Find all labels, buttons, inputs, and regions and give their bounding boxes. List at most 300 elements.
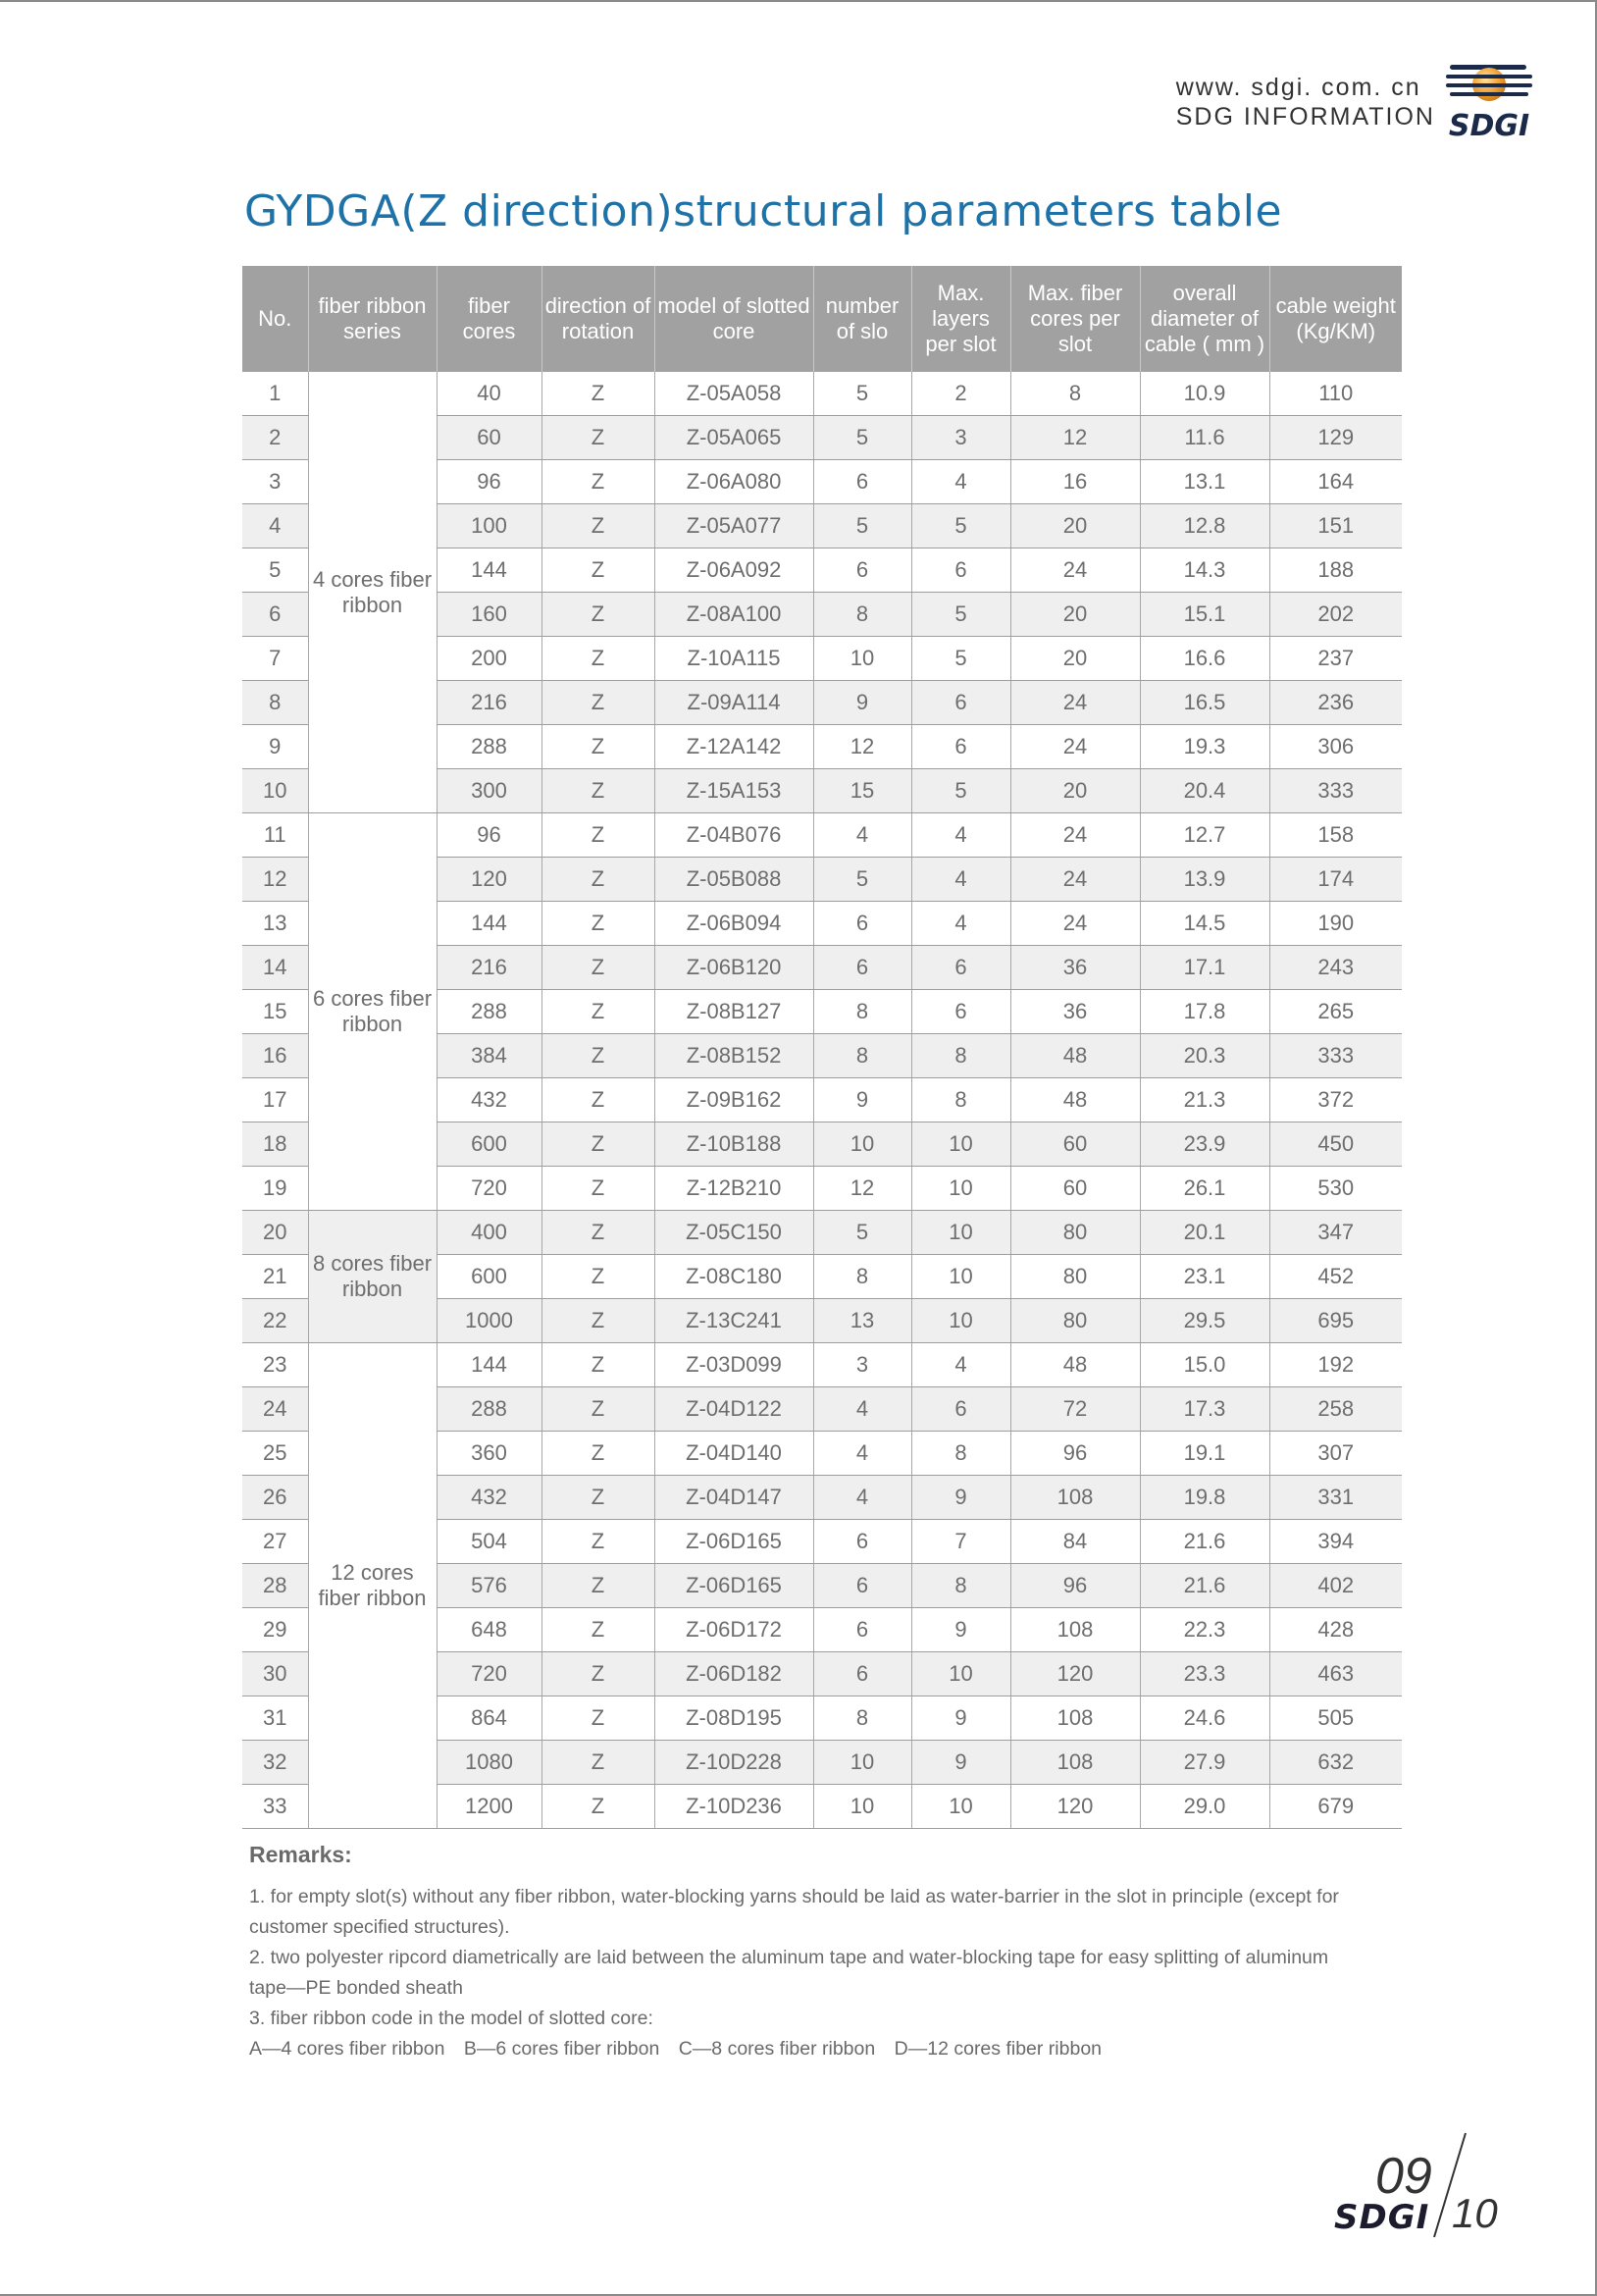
cell-cores-per-slot: 120 bbox=[1010, 1785, 1140, 1829]
cell-cores-per-slot: 20 bbox=[1010, 769, 1140, 813]
cell-fiber-cores: 40 bbox=[437, 372, 541, 416]
cell-fiber-cores: 216 bbox=[437, 681, 541, 725]
cell-max-layers: 4 bbox=[911, 1343, 1010, 1387]
cell-weight: 679 bbox=[1269, 1785, 1402, 1829]
cell-diameter: 19.3 bbox=[1140, 725, 1269, 769]
cell-model: Z-06D165 bbox=[654, 1520, 813, 1564]
cell-weight: 237 bbox=[1269, 637, 1402, 681]
cell-weight: 158 bbox=[1269, 813, 1402, 858]
cell-no: 24 bbox=[242, 1387, 308, 1432]
cell-slot-count: 4 bbox=[813, 813, 911, 858]
cell-cores-per-slot: 8 bbox=[1010, 372, 1140, 416]
cell-weight: 530 bbox=[1269, 1167, 1402, 1211]
cell-max-layers: 6 bbox=[911, 946, 1010, 990]
cell-direction: Z bbox=[541, 946, 654, 990]
total-pages: 10 bbox=[1452, 2190, 1498, 2236]
cell-diameter: 15.0 bbox=[1140, 1343, 1269, 1387]
cell-diameter: 13.9 bbox=[1140, 858, 1269, 902]
cell-no: 1 bbox=[242, 372, 308, 416]
cell-diameter: 29.5 bbox=[1140, 1299, 1269, 1343]
cell-diameter: 23.9 bbox=[1140, 1122, 1269, 1167]
cell-diameter: 15.1 bbox=[1140, 593, 1269, 637]
remark-line: 1. for empty slot(s) without any fiber ribbon, water-blocking yarns should be laid as water-barrier in the slot in principle (except for bbox=[249, 1886, 1339, 1907]
cell-cores-per-slot: 48 bbox=[1010, 1078, 1140, 1122]
cell-direction: Z bbox=[541, 1343, 654, 1387]
cell-weight: 333 bbox=[1269, 769, 1402, 813]
cell-weight: 394 bbox=[1269, 1520, 1402, 1564]
cell-fiber-cores: 1200 bbox=[437, 1785, 541, 1829]
cell-diameter: 12.7 bbox=[1140, 813, 1269, 858]
cell-model: Z-15A153 bbox=[654, 769, 813, 813]
cell-no: 12 bbox=[242, 858, 308, 902]
cell-slot-count: 8 bbox=[813, 990, 911, 1034]
cell-diameter: 27.9 bbox=[1140, 1741, 1269, 1785]
header-number-of-slot: number of slo bbox=[813, 266, 911, 372]
cell-slot-count: 4 bbox=[813, 1387, 911, 1432]
cell-model: Z-10D236 bbox=[654, 1785, 813, 1829]
cell-max-layers: 4 bbox=[911, 460, 1010, 504]
cell-no: 15 bbox=[242, 990, 308, 1034]
cell-direction: Z bbox=[541, 1741, 654, 1785]
cell-diameter: 20.3 bbox=[1140, 1034, 1269, 1078]
logo-text: SDGI bbox=[1448, 109, 1530, 143]
page-title: GYDGA(Z direction)structural parameters table bbox=[244, 186, 1283, 236]
cell-no: 11 bbox=[242, 813, 308, 858]
cell-max-layers: 8 bbox=[911, 1432, 1010, 1476]
cell-slot-count: 10 bbox=[813, 1785, 911, 1829]
cell-weight: 164 bbox=[1269, 460, 1402, 504]
cell-cores-per-slot: 96 bbox=[1010, 1432, 1140, 1476]
cell-slot-count: 6 bbox=[813, 460, 911, 504]
tagline-text: SDG INFORMATION bbox=[1175, 103, 1435, 130]
cell-max-layers: 5 bbox=[911, 769, 1010, 813]
cell-weight: 428 bbox=[1269, 1608, 1402, 1652]
cell-cores-per-slot: 60 bbox=[1010, 1122, 1140, 1167]
cell-direction: Z bbox=[541, 1211, 654, 1255]
remark-line: customer specified structures). bbox=[249, 1916, 510, 1938]
cell-direction: Z bbox=[541, 637, 654, 681]
cell-weight: 174 bbox=[1269, 858, 1402, 902]
cell-fiber-cores: 600 bbox=[437, 1255, 541, 1299]
cell-cores-per-slot: 24 bbox=[1010, 681, 1140, 725]
cell-cores-per-slot: 24 bbox=[1010, 902, 1140, 946]
code-b: B—6 cores fiber ribbon bbox=[463, 2038, 660, 2060]
cell-slot-count: 15 bbox=[813, 769, 911, 813]
cell-diameter: 20.1 bbox=[1140, 1211, 1269, 1255]
cell-max-layers: 10 bbox=[911, 1211, 1010, 1255]
remark-line: tape—PE bonded sheath bbox=[249, 1977, 463, 1999]
sdgi-logo-icon bbox=[1444, 59, 1534, 143]
cell-cores-per-slot: 108 bbox=[1010, 1696, 1140, 1741]
ribbon-code-legend bbox=[249, 2034, 1426, 2064]
cell-cores-per-slot: 80 bbox=[1010, 1299, 1140, 1343]
header-fiber-cores: fiber cores bbox=[437, 266, 541, 372]
cell-weight: 333 bbox=[1269, 1034, 1402, 1078]
cell-slot-count: 5 bbox=[813, 416, 911, 460]
cell-direction: Z bbox=[541, 1078, 654, 1122]
header-model: model of slotted core bbox=[654, 266, 813, 372]
cell-diameter: 10.9 bbox=[1140, 372, 1269, 416]
header-weight: cable weight (Kg/KM) bbox=[1269, 266, 1402, 372]
cell-cores-per-slot: 108 bbox=[1010, 1741, 1140, 1785]
cell-max-layers: 9 bbox=[911, 1608, 1010, 1652]
cell-no: 23 bbox=[242, 1343, 308, 1387]
cell-fiber-cores: 144 bbox=[437, 902, 541, 946]
cell-diameter: 11.6 bbox=[1140, 416, 1269, 460]
cell-max-layers: 10 bbox=[911, 1652, 1010, 1696]
page-header bbox=[1176, 73, 1435, 131]
cell-weight: 192 bbox=[1269, 1343, 1402, 1387]
cell-max-layers: 8 bbox=[911, 1564, 1010, 1608]
cell-diameter: 21.6 bbox=[1140, 1520, 1269, 1564]
cell-model: Z-10B188 bbox=[654, 1122, 813, 1167]
cell-diameter: 12.8 bbox=[1140, 504, 1269, 548]
cell-weight: 151 bbox=[1269, 504, 1402, 548]
cell-model: Z-08D195 bbox=[654, 1696, 813, 1741]
cell-slot-count: 9 bbox=[813, 681, 911, 725]
cell-fiber-cores: 864 bbox=[437, 1696, 541, 1741]
cell-weight: 450 bbox=[1269, 1122, 1402, 1167]
cell-no: 17 bbox=[242, 1078, 308, 1122]
cell-model: Z-05A058 bbox=[654, 372, 813, 416]
cell-no: 8 bbox=[242, 681, 308, 725]
cell-fiber-cores: 600 bbox=[437, 1122, 541, 1167]
code-d: D—12 cores fiber ribbon bbox=[894, 2038, 1103, 2060]
page-border-top bbox=[0, 0, 1597, 2]
cell-no: 13 bbox=[242, 902, 308, 946]
cell-cores-per-slot: 80 bbox=[1010, 1255, 1140, 1299]
cell-model: Z-09B162 bbox=[654, 1078, 813, 1122]
cell-cores-per-slot: 80 bbox=[1010, 1211, 1140, 1255]
cell-diameter: 24.6 bbox=[1140, 1696, 1269, 1741]
cell-no: 16 bbox=[242, 1034, 308, 1078]
cell-weight: 632 bbox=[1269, 1741, 1402, 1785]
table-row bbox=[242, 813, 1402, 858]
cell-weight: 202 bbox=[1269, 593, 1402, 637]
cell-max-layers: 4 bbox=[911, 902, 1010, 946]
cell-model: Z-04B076 bbox=[654, 813, 813, 858]
cell-direction: Z bbox=[541, 902, 654, 946]
cell-max-layers: 9 bbox=[911, 1696, 1010, 1741]
cell-slot-count: 4 bbox=[813, 1476, 911, 1520]
cell-no: 33 bbox=[242, 1785, 308, 1829]
cell-direction: Z bbox=[541, 1696, 654, 1741]
cell-model: Z-05C150 bbox=[654, 1211, 813, 1255]
cell-model: Z-04D140 bbox=[654, 1432, 813, 1476]
cell-model: Z-06A092 bbox=[654, 548, 813, 593]
cell-max-layers: 5 bbox=[911, 637, 1010, 681]
cell-diameter: 16.6 bbox=[1140, 637, 1269, 681]
cell-weight: 452 bbox=[1269, 1255, 1402, 1299]
cell-cores-per-slot: 108 bbox=[1010, 1476, 1140, 1520]
cell-max-layers: 8 bbox=[911, 1034, 1010, 1078]
cell-fiber-cores: 100 bbox=[437, 504, 541, 548]
cell-fiber-cores: 200 bbox=[437, 637, 541, 681]
cell-cores-per-slot: 84 bbox=[1010, 1520, 1140, 1564]
cell-cores-per-slot: 36 bbox=[1010, 990, 1140, 1034]
cell-fiber-cores: 432 bbox=[437, 1476, 541, 1520]
cell-max-layers: 3 bbox=[911, 416, 1010, 460]
cell-direction: Z bbox=[541, 990, 654, 1034]
cell-slot-count: 8 bbox=[813, 1255, 911, 1299]
cell-diameter: 14.3 bbox=[1140, 548, 1269, 593]
cell-direction: Z bbox=[541, 1255, 654, 1299]
cell-max-layers: 7 bbox=[911, 1520, 1010, 1564]
cell-max-layers: 10 bbox=[911, 1785, 1010, 1829]
cell-diameter: 23.1 bbox=[1140, 1255, 1269, 1299]
cell-cores-per-slot: 20 bbox=[1010, 504, 1140, 548]
cell-weight: 347 bbox=[1269, 1211, 1402, 1255]
cell-max-layers: 4 bbox=[911, 813, 1010, 858]
cell-model: Z-06A080 bbox=[654, 460, 813, 504]
cell-fiber-cores: 1080 bbox=[437, 1741, 541, 1785]
header-direction: direction of rotation bbox=[541, 266, 654, 372]
cell-fiber-cores: 720 bbox=[437, 1167, 541, 1211]
cell-diameter: 17.1 bbox=[1140, 946, 1269, 990]
cell-diameter: 19.1 bbox=[1140, 1432, 1269, 1476]
table-body bbox=[242, 372, 1402, 1829]
cell-model: Z-08A100 bbox=[654, 593, 813, 637]
cell-direction: Z bbox=[541, 1785, 654, 1829]
cell-diameter: 21.3 bbox=[1140, 1078, 1269, 1122]
cell-model: Z-06D182 bbox=[654, 1652, 813, 1696]
cell-no: 22 bbox=[242, 1299, 308, 1343]
cell-max-layers: 9 bbox=[911, 1741, 1010, 1785]
cell-no: 29 bbox=[242, 1608, 308, 1652]
current-page: 09 bbox=[1375, 2148, 1432, 2205]
cell-no: 27 bbox=[242, 1520, 308, 1564]
table-row bbox=[242, 1343, 1402, 1387]
cell-direction: Z bbox=[541, 504, 654, 548]
cell-diameter: 26.1 bbox=[1140, 1167, 1269, 1211]
cell-slot-count: 6 bbox=[813, 902, 911, 946]
cell-max-layers: 10 bbox=[911, 1255, 1010, 1299]
cell-slot-count: 8 bbox=[813, 593, 911, 637]
cell-slot-count: 5 bbox=[813, 372, 911, 416]
cell-fiber-cores: 160 bbox=[437, 593, 541, 637]
cell-model: Z-08B127 bbox=[654, 990, 813, 1034]
cell-no: 9 bbox=[242, 725, 308, 769]
cell-cores-per-slot: 120 bbox=[1010, 1652, 1140, 1696]
cell-cores-per-slot: 20 bbox=[1010, 637, 1140, 681]
cell-fiber-cores: 144 bbox=[437, 548, 541, 593]
cell-model: Z-05A065 bbox=[654, 416, 813, 460]
cell-direction: Z bbox=[541, 416, 654, 460]
cell-max-layers: 5 bbox=[911, 504, 1010, 548]
cell-max-layers: 9 bbox=[911, 1476, 1010, 1520]
cell-model: Z-13C241 bbox=[654, 1299, 813, 1343]
cell-model: Z-05A077 bbox=[654, 504, 813, 548]
cell-model: Z-06B094 bbox=[654, 902, 813, 946]
cell-direction: Z bbox=[541, 548, 654, 593]
cell-direction: Z bbox=[541, 372, 654, 416]
cell-slot-count: 6 bbox=[813, 1520, 911, 1564]
cell-slot-count: 8 bbox=[813, 1696, 911, 1741]
cell-slot-count: 3 bbox=[813, 1343, 911, 1387]
cell-max-layers: 6 bbox=[911, 725, 1010, 769]
cell-weight: 190 bbox=[1269, 902, 1402, 946]
cell-direction: Z bbox=[541, 725, 654, 769]
cell-model: Z-06D172 bbox=[654, 1608, 813, 1652]
cell-weight: 402 bbox=[1269, 1564, 1402, 1608]
cell-no: 19 bbox=[242, 1167, 308, 1211]
parameters-table bbox=[242, 266, 1402, 1829]
cell-no: 4 bbox=[242, 504, 308, 548]
cell-weight: 236 bbox=[1269, 681, 1402, 725]
cell-diameter: 22.3 bbox=[1140, 1608, 1269, 1652]
cell-max-layers: 10 bbox=[911, 1167, 1010, 1211]
cell-slot-count: 6 bbox=[813, 946, 911, 990]
table-row bbox=[242, 372, 1402, 416]
cell-fiber-cores: 96 bbox=[437, 813, 541, 858]
cell-fiber-cores: 1000 bbox=[437, 1299, 541, 1343]
cell-cores-per-slot: 24 bbox=[1010, 725, 1140, 769]
cell-model: Z-10A115 bbox=[654, 637, 813, 681]
cell-no: 3 bbox=[242, 460, 308, 504]
cell-no: 25 bbox=[242, 1432, 308, 1476]
series-cell: 6 cores fiber ribbon bbox=[308, 813, 437, 1211]
cell-no: 31 bbox=[242, 1696, 308, 1741]
cell-no: 20 bbox=[242, 1211, 308, 1255]
cell-cores-per-slot: 24 bbox=[1010, 813, 1140, 858]
cell-slot-count: 10 bbox=[813, 637, 911, 681]
footer-brand: SDGI bbox=[1334, 2198, 1430, 2237]
cell-model: Z-06D165 bbox=[654, 1564, 813, 1608]
cell-fiber-cores: 648 bbox=[437, 1608, 541, 1652]
cell-weight: 505 bbox=[1269, 1696, 1402, 1741]
series-cell: 8 cores fiber ribbon bbox=[308, 1211, 437, 1343]
cell-no: 5 bbox=[242, 548, 308, 593]
cell-diameter: 13.1 bbox=[1140, 460, 1269, 504]
cell-slot-count: 6 bbox=[813, 1652, 911, 1696]
cell-diameter: 20.4 bbox=[1140, 769, 1269, 813]
cell-fiber-cores: 384 bbox=[437, 1034, 541, 1078]
cell-cores-per-slot: 36 bbox=[1010, 946, 1140, 990]
cell-slot-count: 10 bbox=[813, 1122, 911, 1167]
remarks-title: Remarks: bbox=[249, 1842, 352, 1867]
cell-no: 14 bbox=[242, 946, 308, 990]
cell-slot-count: 13 bbox=[813, 1299, 911, 1343]
cell-no: 32 bbox=[242, 1741, 308, 1785]
cell-diameter: 17.3 bbox=[1140, 1387, 1269, 1432]
cell-fiber-cores: 288 bbox=[437, 990, 541, 1034]
cell-direction: Z bbox=[541, 1122, 654, 1167]
cell-weight: 265 bbox=[1269, 990, 1402, 1034]
cell-slot-count: 4 bbox=[813, 1432, 911, 1476]
cell-model: Z-08B152 bbox=[654, 1034, 813, 1078]
cell-cores-per-slot: 60 bbox=[1010, 1167, 1140, 1211]
cell-direction: Z bbox=[541, 1432, 654, 1476]
cell-max-layers: 10 bbox=[911, 1299, 1010, 1343]
cell-direction: Z bbox=[541, 1034, 654, 1078]
cell-slot-count: 5 bbox=[813, 504, 911, 548]
cell-model: Z-03D099 bbox=[654, 1343, 813, 1387]
cell-weight: 331 bbox=[1269, 1476, 1402, 1520]
cell-no: 6 bbox=[242, 593, 308, 637]
cell-slot-count: 12 bbox=[813, 725, 911, 769]
cell-direction: Z bbox=[541, 460, 654, 504]
cell-no: 26 bbox=[242, 1476, 308, 1520]
table-row bbox=[242, 1211, 1402, 1255]
cell-max-layers: 10 bbox=[911, 1122, 1010, 1167]
cell-weight: 463 bbox=[1269, 1652, 1402, 1696]
code-c: C—8 cores fiber ribbon bbox=[678, 2038, 876, 2060]
cell-fiber-cores: 288 bbox=[437, 1387, 541, 1432]
cell-weight: 695 bbox=[1269, 1299, 1402, 1343]
cell-fiber-cores: 120 bbox=[437, 858, 541, 902]
cell-weight: 372 bbox=[1269, 1078, 1402, 1122]
cell-diameter: 16.5 bbox=[1140, 681, 1269, 725]
cell-slot-count: 5 bbox=[813, 858, 911, 902]
cell-max-layers: 6 bbox=[911, 990, 1010, 1034]
cell-model: Z-06B120 bbox=[654, 946, 813, 990]
header-diameter: overall diameter of cable ( mm ) bbox=[1140, 266, 1269, 372]
cell-direction: Z bbox=[541, 1652, 654, 1696]
cell-cores-per-slot: 72 bbox=[1010, 1387, 1140, 1432]
cell-cores-per-slot: 20 bbox=[1010, 593, 1140, 637]
cell-fiber-cores: 432 bbox=[437, 1078, 541, 1122]
cell-no: 10 bbox=[242, 769, 308, 813]
cell-weight: 129 bbox=[1269, 416, 1402, 460]
remarks-section bbox=[249, 1842, 1426, 2064]
cell-cores-per-slot: 48 bbox=[1010, 1343, 1140, 1387]
cell-cores-per-slot: 24 bbox=[1010, 548, 1140, 593]
cell-fiber-cores: 576 bbox=[437, 1564, 541, 1608]
cell-no: 30 bbox=[242, 1652, 308, 1696]
cell-direction: Z bbox=[541, 858, 654, 902]
cell-cores-per-slot: 48 bbox=[1010, 1034, 1140, 1078]
cell-weight: 110 bbox=[1269, 372, 1402, 416]
cell-max-layers: 4 bbox=[911, 858, 1010, 902]
cell-cores-per-slot: 96 bbox=[1010, 1564, 1140, 1608]
cell-direction: Z bbox=[541, 1564, 654, 1608]
cell-cores-per-slot: 24 bbox=[1010, 858, 1140, 902]
cell-cores-per-slot: 108 bbox=[1010, 1608, 1140, 1652]
header-max-layers: Max. layers per slot bbox=[911, 266, 1010, 372]
header-series: fiber ribbon series bbox=[308, 266, 437, 372]
cell-direction: Z bbox=[541, 1520, 654, 1564]
cell-max-layers: 6 bbox=[911, 681, 1010, 725]
website-text: www. sdgi. com. cn bbox=[1175, 74, 1421, 101]
cell-weight: 306 bbox=[1269, 725, 1402, 769]
cell-diameter: 14.5 bbox=[1140, 902, 1269, 946]
cell-slot-count: 12 bbox=[813, 1167, 911, 1211]
cell-diameter: 19.8 bbox=[1140, 1476, 1269, 1520]
cell-direction: Z bbox=[541, 769, 654, 813]
cell-model: Z-12A142 bbox=[654, 725, 813, 769]
cell-fiber-cores: 360 bbox=[437, 1432, 541, 1476]
cell-slot-count: 5 bbox=[813, 1211, 911, 1255]
cell-slot-count: 8 bbox=[813, 1034, 911, 1078]
cell-slot-count: 6 bbox=[813, 1608, 911, 1652]
series-cell: 4 cores fiber ribbon bbox=[308, 372, 437, 813]
cell-model: Z-05B088 bbox=[654, 858, 813, 902]
cell-model: Z-08C180 bbox=[654, 1255, 813, 1299]
cell-cores-per-slot: 12 bbox=[1010, 416, 1140, 460]
cell-fiber-cores: 300 bbox=[437, 769, 541, 813]
table-header-row bbox=[242, 266, 1402, 372]
cell-max-layers: 8 bbox=[911, 1078, 1010, 1122]
cell-fiber-cores: 96 bbox=[437, 460, 541, 504]
header-max-cores-per-slot: Max. fiber cores per slot bbox=[1010, 266, 1140, 372]
cell-max-layers: 5 bbox=[911, 593, 1010, 637]
cell-weight: 307 bbox=[1269, 1432, 1402, 1476]
cell-model: Z-04D122 bbox=[654, 1387, 813, 1432]
cell-fiber-cores: 60 bbox=[437, 416, 541, 460]
cell-weight: 258 bbox=[1269, 1387, 1402, 1432]
cell-cores-per-slot: 16 bbox=[1010, 460, 1140, 504]
header-no: No. bbox=[242, 266, 308, 372]
